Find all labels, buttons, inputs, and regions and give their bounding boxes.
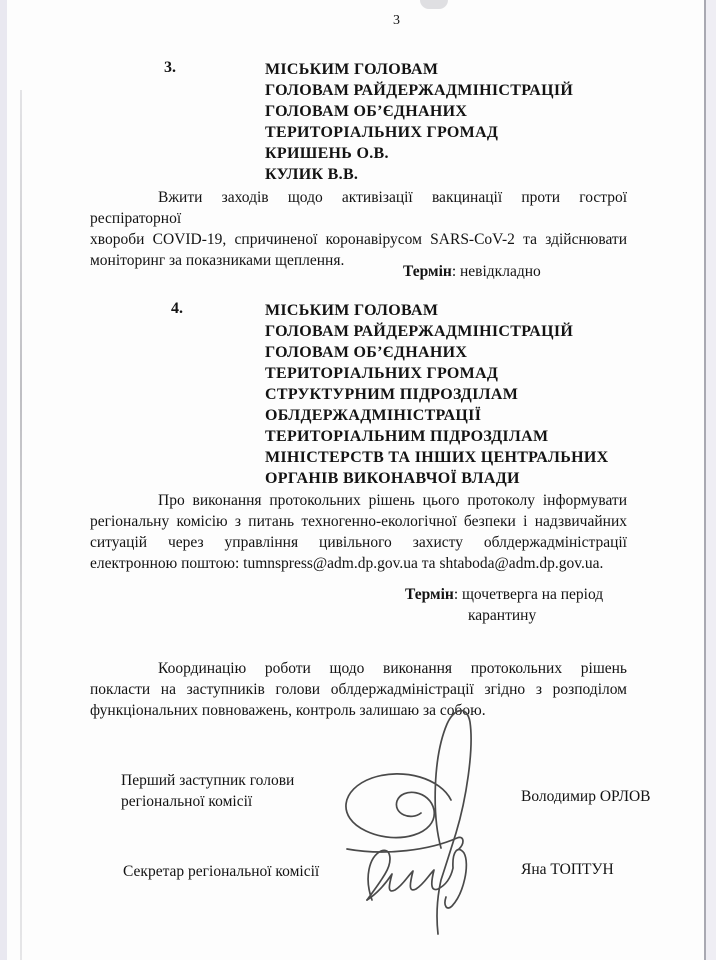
page-edge-left-strip <box>0 0 7 960</box>
term-label: Термін <box>405 586 454 603</box>
signatory-1-title: Перший заступник голови регіональної комісії <box>121 772 295 810</box>
item-4-body: Про виконання протокольних рішень цього протоколу інформувати регіональну комісію з питань техногенно-екологічної безпеки і надзвичайних ситуацій через управління цивільного захисту облдержадміністрації електронною поштою: tumnspress@adm.dp.gov.ua та shtaboda@adm.dp.gov.ua. <box>90 492 627 572</box>
item-4-number: 4. <box>171 300 183 317</box>
item-3-term <box>403 261 541 282</box>
signature-orlov-icon <box>346 711 471 934</box>
item-4-term <box>405 584 605 626</box>
term-line-1 <box>405 584 605 605</box>
signature-toptun-icon <box>367 849 466 907</box>
scan-smudge <box>420 0 448 9</box>
handwritten-signatures <box>325 690 545 960</box>
page-number: 3 <box>393 13 400 28</box>
closing-paragraph: Координацію роботи щодо виконання протокольних рішень покласти на заступників голови облдержадміністрації згідно з розподілом функціональних повноважень, контроль залишаю за собою. <box>90 660 627 719</box>
item-3-body: Вжити заходів щодо активізації вакцинації проти гострої респіраторної хвороби COVID-19, спричиненої коронавірусом SARS-CoV-2 та здійснювати моніторинг за показниками щеплення. <box>90 189 627 269</box>
item-4-addressees: МІСЬКИМ ГОЛОВАМ ГОЛОВАМ РАЙДЕРЖАДМІНІСТРАЦІЙ ГОЛОВАМ ОБ’ЄДНАНИХ ТЕРИТОРІАЛЬНИХ ГРОМАД СТРУКТУРНИМ ПІДРОЗДІЛАМ ОБЛДЕРЖАДМІНІСТРАЦІЇ ТЕРИТОРІАЛЬНИМ ПІДРОЗДІЛАМ МІНІСТЕРСТВ ТА ІНШИХ ЦЕНТРАЛЬНИХ ОРГАНІВ ВИКОНАВЧОЇ ВЛАДИ <box>265 302 609 487</box>
signatory-1-name: Володимир ОРЛОВ <box>521 788 651 805</box>
signatory-2-title: Секретар регіональної комісії <box>123 863 320 880</box>
page-edge-left-line <box>20 90 22 960</box>
item-3-number: 3. <box>164 59 176 76</box>
item-3-addressees: МІСЬКИМ ГОЛОВАМ ГОЛОВАМ РАЙДЕРЖАДМІНІСТРАЦІЙ ГОЛОВАМ ОБ’ЄДНАНИХ ТЕРИТОРІАЛЬНИХ ГРОМАД КРИШЕНЬ О.В. КУЛИК В.В. <box>265 61 574 183</box>
page-edge-right-strip <box>706 0 716 960</box>
term-label: Термін <box>403 263 452 280</box>
term-line-2: карантину <box>468 607 537 624</box>
term-value: : щочетверга на період <box>453 586 604 603</box>
signatory-2-name: Яна ТОПТУН <box>521 861 614 878</box>
term-value: : невідкладно <box>451 263 541 280</box>
